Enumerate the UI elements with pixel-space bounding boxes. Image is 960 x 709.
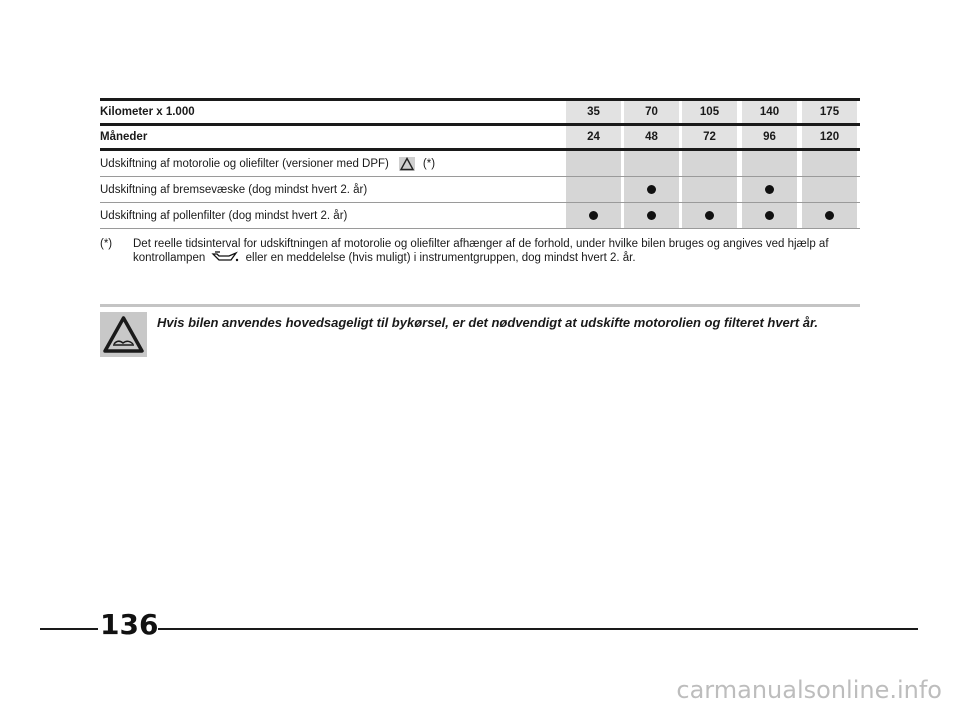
maintenance-dot (825, 211, 834, 220)
header-cell: 24 (566, 126, 621, 148)
footnote-text (133, 237, 853, 267)
header-row-months (100, 126, 860, 151)
header-label: Måneder (100, 131, 148, 143)
footnote-text-after: eller en meddelelse (hvis muligt) i instrumentgruppen, dog mindst hvert 2. år. (245, 252, 636, 264)
page-number: 136 (100, 608, 159, 641)
header-cell: 120 (802, 126, 857, 148)
maintenance-dot (647, 211, 656, 220)
header-label: Kilometer x 1.000 (100, 106, 195, 118)
table-row (100, 177, 860, 203)
maintenance-dot (765, 185, 774, 194)
warning-triangle-icon (399, 157, 415, 171)
maintenance-dot (589, 211, 598, 220)
maintenance-dot (647, 185, 656, 194)
footnote-mark: (*) (100, 238, 113, 250)
footnote-reference: (*) (422, 157, 436, 170)
footer-rule (40, 628, 98, 630)
maintenance-dot (765, 211, 774, 220)
row-label: Udskiftning af pollenfilter (dog mindst hvert 2. år) (100, 209, 348, 222)
header-cell: 105 (682, 101, 737, 123)
maintenance-table (100, 98, 860, 229)
footnote-text-before: Det reelle tidsinterval for udskiftningen af motorolie og oliefilter afhænger af de forhold, under hvilke bilen bruges og angives ved hjælp af kontrollampen (133, 238, 829, 264)
row-label-text: Udskiftning af motorolie og oliefilter (versioner med DPF) (100, 157, 389, 170)
warning-text: Hvis bilen anvendes hovedsageligt til bykørsel, er det nødvendigt at udskifte motorolien og filteret hvert år. (157, 315, 818, 330)
header-cell: 35 (566, 101, 621, 123)
header-row-kilometers (100, 98, 860, 126)
header-cell: 96 (742, 126, 797, 148)
header-cell: 70 (624, 101, 679, 123)
footer-rule (158, 628, 918, 630)
table-row (100, 203, 860, 229)
header-cell: 72 (682, 126, 737, 148)
row-label (100, 151, 435, 176)
oil-can-icon (211, 251, 239, 267)
separator (100, 304, 860, 307)
header-cell: 48 (624, 126, 679, 148)
watermark: carmanualsonline.info (676, 676, 942, 704)
maintenance-dot (705, 211, 714, 220)
header-cell: 140 (742, 101, 797, 123)
warning-triangle-icon (100, 312, 147, 357)
table-row (100, 151, 860, 177)
header-cell: 175 (802, 101, 857, 123)
row-label: Udskiftning af bremsevæske (dog mindst hvert 2. år) (100, 183, 368, 196)
